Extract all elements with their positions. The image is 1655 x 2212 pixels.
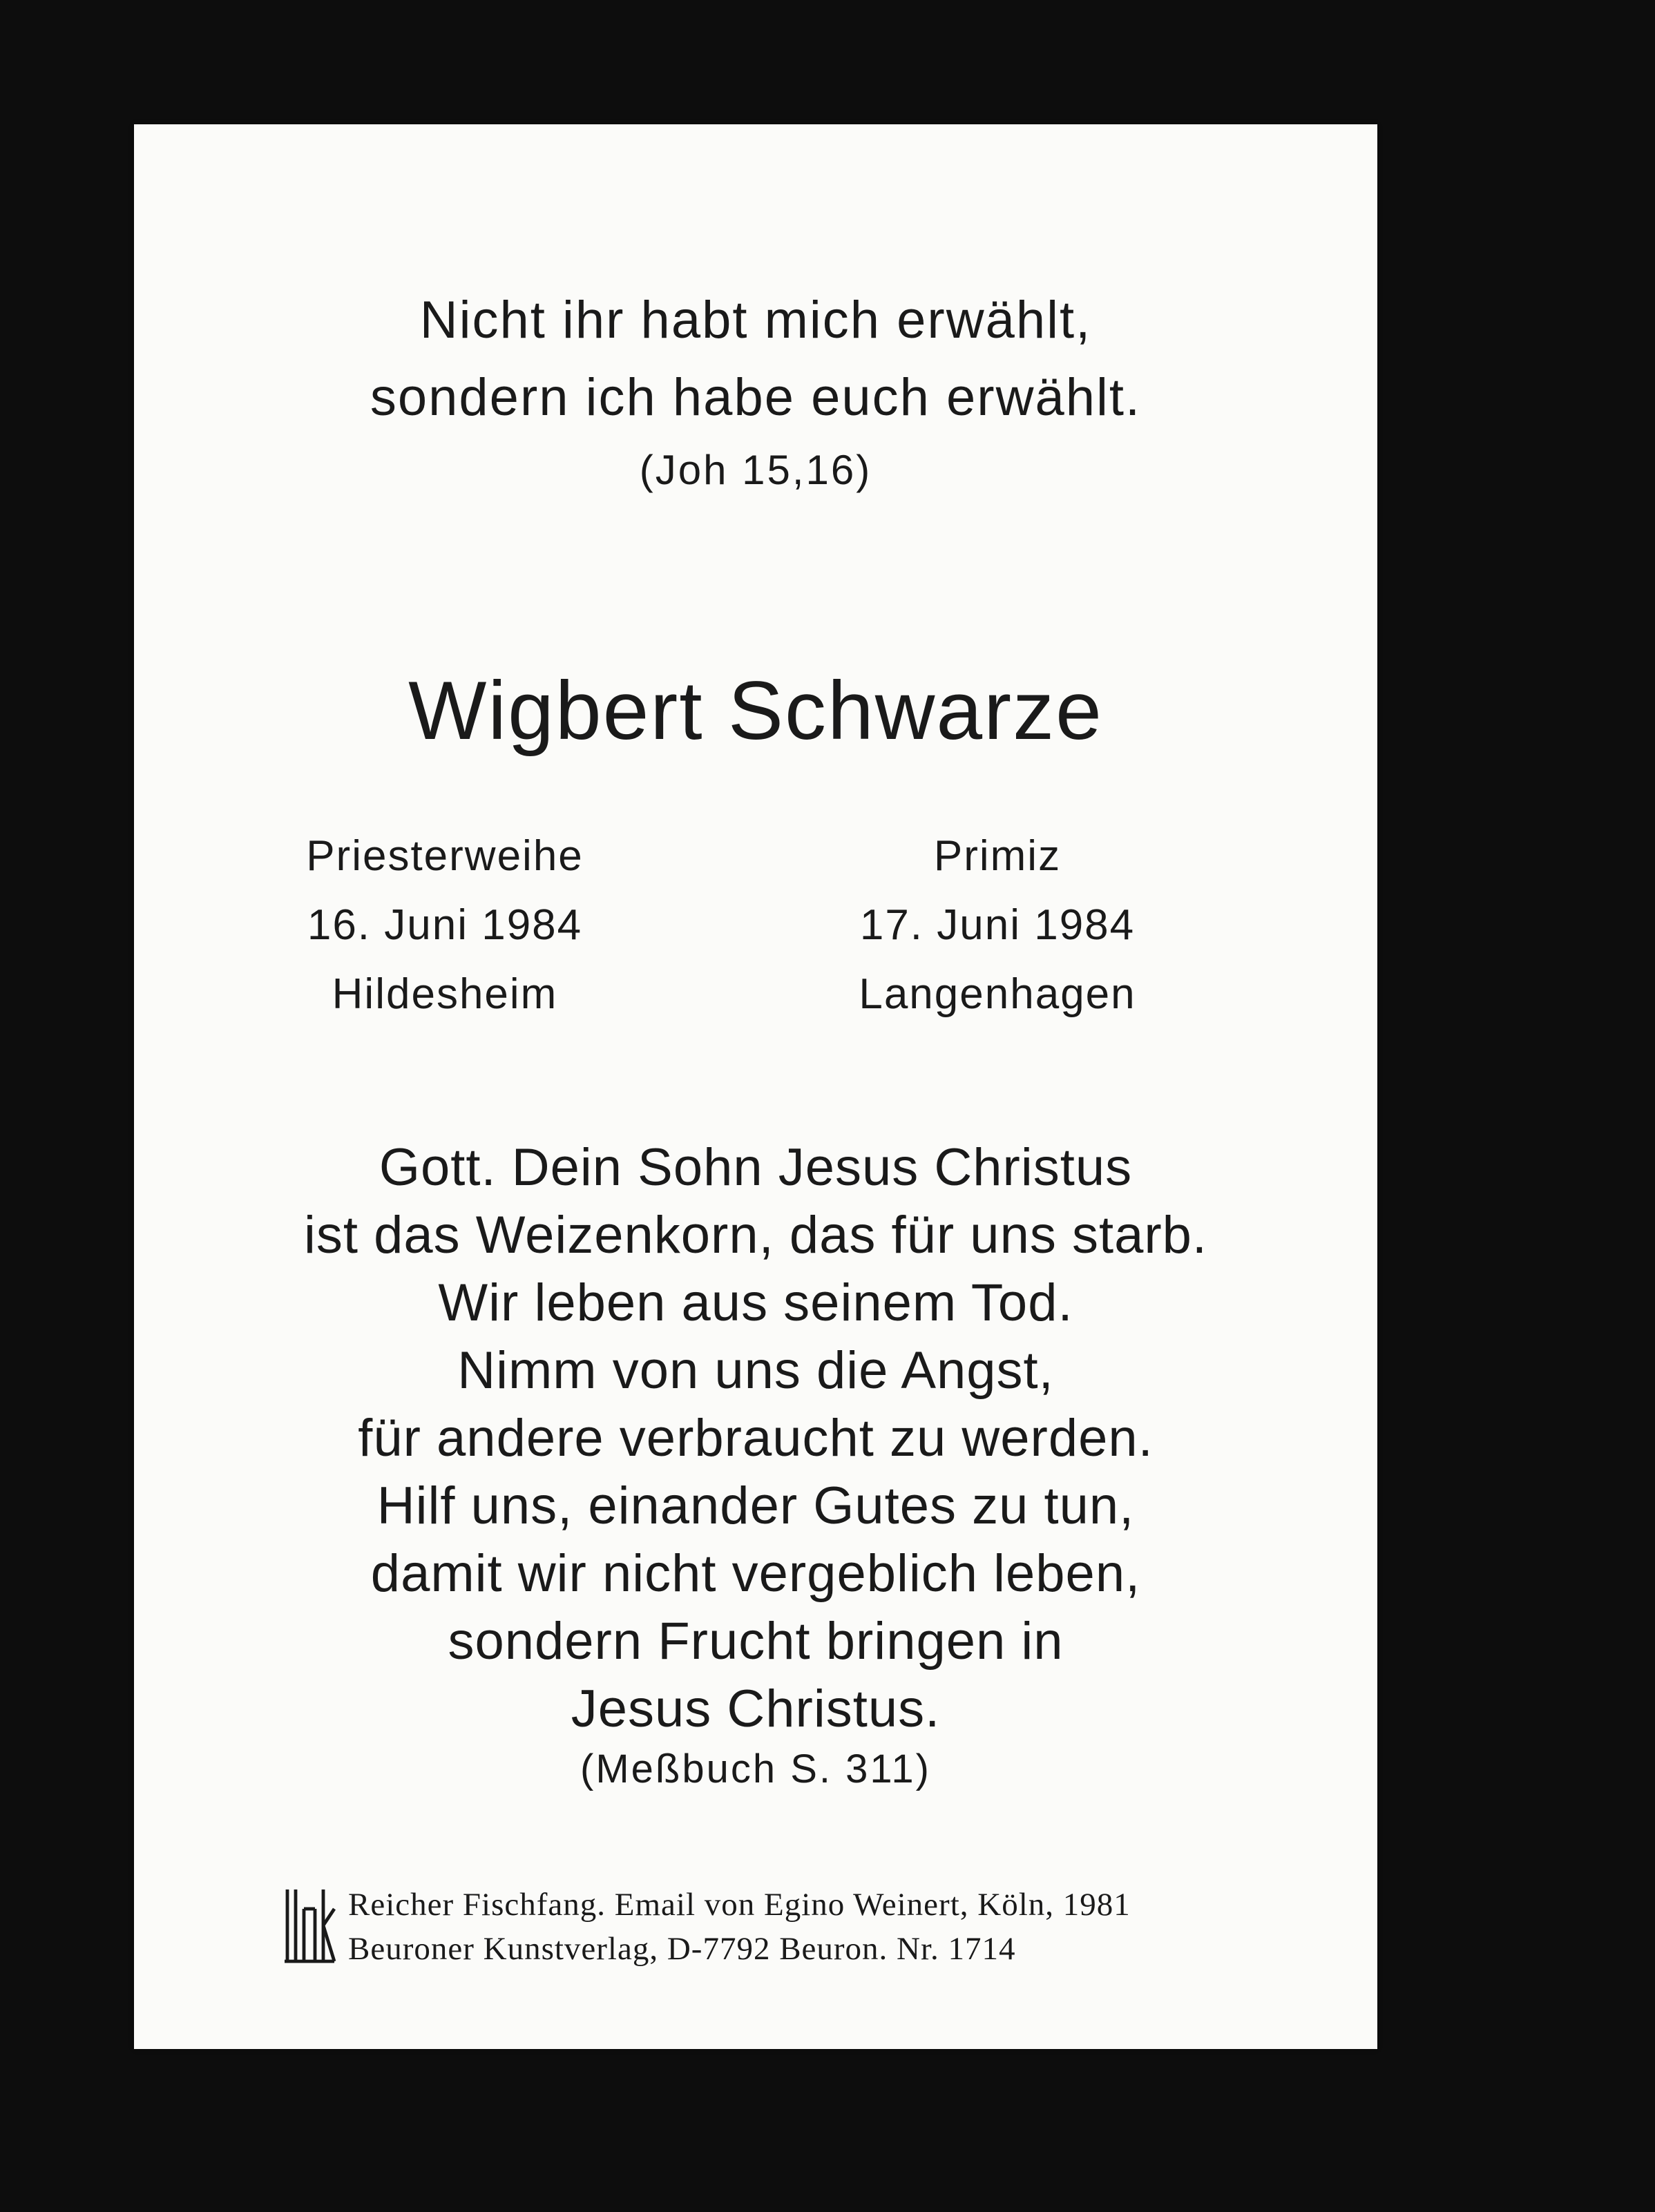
prayer-line: für andere verbraucht zu werden.	[358, 1409, 1154, 1468]
publisher-logo-icon	[282, 1884, 337, 1967]
bible-verse	[134, 282, 1377, 436]
ordination-title: Priesterweihe	[306, 832, 584, 880]
credit-line-artwork: Reicher Fischfang. Email von Egino Weinert, Köln, 1981	[348, 1887, 1131, 1923]
ordination-place: Hildesheim	[332, 970, 558, 1018]
prayer-line: sondern Frucht bringen in	[448, 1612, 1064, 1671]
priest-name: Wigbert Schwarze	[408, 664, 1103, 757]
ordination-date: 16. Juni 1984	[307, 901, 583, 949]
prayer-line: Jesus Christus.	[571, 1680, 941, 1738]
primiz-place: Langenhagen	[859, 970, 1136, 1018]
prayer-text	[134, 1134, 1377, 1743]
verse-line: sondern ich habe euch erwählt.	[370, 368, 1142, 427]
verse-line: Nicht ihr habt mich erwählt,	[419, 291, 1092, 349]
prayer-line: ist das Weizenkorn, das für uns starb.	[303, 1206, 1208, 1264]
ordination-info	[203, 822, 687, 1029]
primiz-info	[756, 822, 1239, 1029]
prayer-line: Gott. Dein Sohn Jesus Christus	[379, 1138, 1133, 1197]
prayer-line: damit wir nicht vergeblich leben,	[370, 1544, 1141, 1603]
prayer-line: Hilf uns, einander Gutes zu tun,	[376, 1477, 1135, 1535]
prayer-reference: (Meßbuch S. 311)	[580, 1747, 931, 1791]
prayer-card	[134, 124, 1377, 2049]
prayer-line: Nimm von uns die Angst,	[457, 1341, 1054, 1400]
credit-line-publisher: Beuroner Kunstverlag, D-7792 Beuron. Nr. 1714	[348, 1931, 1016, 1967]
primiz-date: 17. Juni 1984	[859, 901, 1136, 949]
verse-reference: (Joh 15,16)	[639, 447, 872, 493]
publisher-credits	[348, 1883, 1131, 1971]
prayer-line: Wir leben aus seinem Tod.	[438, 1273, 1073, 1332]
primiz-title: Primiz	[933, 832, 1062, 880]
